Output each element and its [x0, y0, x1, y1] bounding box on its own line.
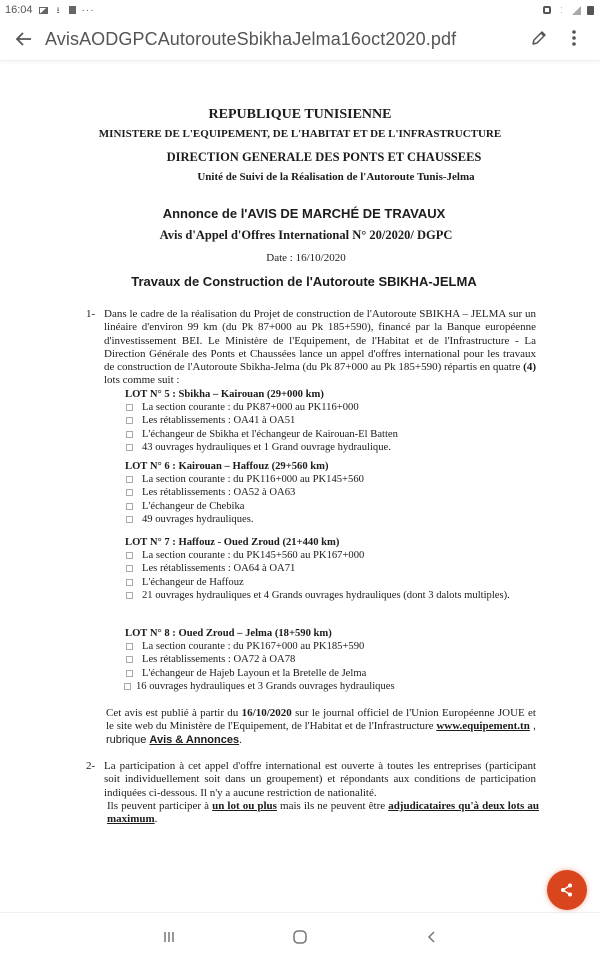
- recent-apps-icon: [162, 930, 176, 944]
- lot-item: [125, 500, 545, 513]
- signal-icon: [572, 6, 581, 15]
- lot-7: [125, 536, 545, 602]
- checkbox-bullet-icon: [126, 417, 133, 424]
- lot-item: [125, 667, 545, 680]
- alarm-icon: [543, 6, 551, 14]
- lot-item-text: L'échangeur de Sbikha et l'échangeur de Kairouan-El Batten: [142, 428, 398, 440]
- lot-5: [125, 388, 545, 454]
- header-unit: Unité de Suivi de la Réalisation de l'Autoroute Tunis-Jelma: [197, 171, 475, 183]
- checkbox-bullet-icon: [126, 516, 133, 523]
- nav-back-button[interactable]: [420, 927, 444, 947]
- document-date: Date : 16/10/2020: [266, 252, 346, 264]
- edit-button[interactable]: [530, 29, 550, 49]
- lot-item-text: 21 ouvrages hydrauliques et 4 Grands ouvrages hydrauliques (dont 3 dalots multiples).: [142, 589, 510, 601]
- lot-item: [125, 653, 545, 666]
- lot-item: [125, 486, 545, 499]
- status-time: 16:04: [5, 4, 33, 16]
- lot-item-text: Les rétablissements : OA64 à OA71: [142, 563, 296, 575]
- lot-item: [125, 513, 545, 526]
- arrow-left-icon: [14, 29, 34, 49]
- header-ministry: MINISTERE DE L'EQUIPEMENT, DE L'HABITAT ET DE L'INFRASTRUCTURE: [98, 128, 502, 140]
- section-2-number: 2-: [86, 760, 96, 772]
- lot-item: [125, 576, 545, 589]
- checkbox-bullet-icon: [126, 503, 133, 510]
- home-button[interactable]: [288, 927, 312, 947]
- section-1-end: lots comme suit :: [104, 374, 180, 387]
- header-direction: DIRECTION GENERALE DES PONTS ET CHAUSSEES: [166, 150, 482, 164]
- subject-title: Travaux de Construction de l'Autoroute SBIKHA-JELMA: [131, 274, 477, 289]
- lot-title: LOT N° 8 : Oued Zroud – Jelma (18+590 km): [125, 628, 332, 639]
- checkbox-bullet-icon: [126, 670, 133, 677]
- checkbox-bullet-icon: [126, 431, 133, 438]
- lot-item-text: L'échangeur de Hajeb Layoun et la Bretelle de Jelma: [142, 667, 367, 679]
- share-button[interactable]: [547, 870, 587, 910]
- back-button[interactable]: [14, 29, 36, 51]
- lot-item-text: Les rétablissements : OA72 à OA78: [142, 654, 296, 666]
- checkbox-bullet-icon: [126, 476, 133, 483]
- checkbox-bullet-icon: [126, 489, 133, 496]
- conditions-text: Ils peuvent participer à: [107, 800, 213, 812]
- publication-date: 16/10/2020: [241, 707, 292, 719]
- lot-item: [125, 473, 545, 486]
- status-left: [5, 4, 95, 16]
- checkbox-bullet-icon: [126, 656, 133, 663]
- conditions-text: mais ils ne peuvent être: [276, 800, 389, 812]
- lot-item: [125, 428, 545, 441]
- lot-item-text: L'échangeur de Chebika: [142, 500, 245, 512]
- publication-text: Cet avis est publié à partir du: [106, 707, 242, 719]
- image-notification-icon: [39, 7, 48, 14]
- lot-item: [125, 680, 545, 693]
- status-right: [543, 6, 594, 15]
- more-options-button[interactable]: [566, 28, 582, 50]
- navigation-bar: [0, 912, 600, 960]
- lot-item-text: La section courante : du PK87+000 au PK116+000: [142, 402, 359, 414]
- checkbox-bullet-icon: [126, 643, 133, 650]
- lot-item-text: La section courante : du PK167+000 au PK185+590: [142, 641, 365, 653]
- download-icon: ⭳: [56, 4, 60, 15]
- wifi-icon: ⁚: [560, 5, 563, 15]
- lot-item-text: Les rétablissements : OA52 à OA63: [142, 487, 296, 499]
- lot-item-text: 16 ouvrages hydrauliques et 3 Grands ouvrages hydrauliques: [136, 680, 395, 692]
- lot-item-text: Les rétablissements : OA41 à OA51: [142, 415, 296, 427]
- nav-back-icon: [425, 930, 439, 944]
- checkbox-bullet-icon: [124, 683, 131, 690]
- more-vert-icon: [571, 28, 577, 48]
- lot-item: [125, 589, 545, 602]
- section-2-conditions: [107, 800, 539, 827]
- lot-title: LOT N° 5 : Sbikha – Kairouan (29+000 km): [125, 389, 324, 400]
- lot-item: [125, 640, 545, 653]
- publication-text: , rubrique: [106, 720, 536, 746]
- section-1-number: 1-: [86, 308, 96, 320]
- checkbox-bullet-icon: [126, 565, 133, 572]
- website-link[interactable]: www.equipement.tn: [436, 720, 530, 733]
- conditions-emphasis: adjudicataires qu'à deux lots au maximum: [107, 800, 539, 826]
- file-title: AvisAODGPCAutorouteSbikhaJelma16oct2020.pdf: [45, 29, 457, 49]
- checkbox-bullet-icon: [126, 444, 133, 451]
- lot-item-text: 43 ouvrages hydrauliques et 1 Grand ouvrage hydraulique.: [142, 441, 391, 453]
- section-1-text: [104, 308, 536, 388]
- publication-text: sur le journal officiel de l'Union Européenne JOUE et le site web du Ministère de l'Equipement, de l'Habitat et de l'Infrastructure: [106, 707, 536, 733]
- facebook-icon: [69, 6, 76, 14]
- battery-icon: [587, 6, 594, 15]
- lot-6: [125, 460, 545, 526]
- pdf-page: [0, 62, 600, 904]
- lot-8: [125, 627, 545, 693]
- section-1-count: (4): [523, 361, 536, 374]
- publication-note: [106, 707, 536, 747]
- lot-item-text: La section courante : du PK116+000 au PK145+560: [142, 474, 364, 486]
- lot-item-text: La section courante : du PK145+560 au PK167+000: [142, 550, 365, 562]
- share-icon: [559, 882, 575, 898]
- lot-item: [125, 401, 545, 414]
- conditions-text: .: [154, 813, 158, 826]
- checkbox-bullet-icon: [126, 579, 133, 586]
- section-2-text: La participation à cet appel d'offre international est ouverte à toutes les entreprises (participant soit individuellement soit dans un groupement) et répondants aux conditions de participation indiquées ci-dessous. Il n'y a aucune restriction de nationalité.: [104, 760, 536, 799]
- lot-item: [125, 441, 545, 454]
- app-bar: [0, 20, 600, 61]
- status-bar: [0, 0, 600, 20]
- section-1-body: Dans le cadre de la réalisation du Projet de construction de l'Autoroute SBIKHA – JELMA sur un linéaire d'environ 99 km (du Pk 87+000 au Pk 185+590), financé par la Banque européenne d'investissement BEI. Le Ministère de l'Equipement, de l'Habitat et de l'Infrastructure - La Direction Générale des Ponts et Chaussées lance un appel d'offres international pour les travaux de construction de l'Autoroute Sbikha-Jelma (du Pk 87+000 au Pk 185+590) répartis en quatre: [104, 308, 536, 374]
- conditions-emphasis: un lot ou plus: [212, 800, 277, 812]
- checkbox-bullet-icon: [126, 404, 133, 411]
- header-republic: REPUBLIQUE TUNISIENNE: [208, 107, 392, 122]
- lot-item: [125, 562, 545, 575]
- home-icon: [292, 929, 308, 945]
- lot-item: [125, 414, 545, 427]
- lot-item: [125, 549, 545, 562]
- lot-title: LOT N° 6 : Kairouan – Haffouz (29+560 km): [125, 461, 329, 472]
- tender-number: Avis d'Appel d'Offres International N° 20/2020/ DGPC: [159, 228, 453, 242]
- checkbox-bullet-icon: [126, 592, 133, 599]
- lot-title: LOT N° 7 : Haffouz - Oued Zroud (21+440 km): [125, 537, 340, 548]
- lot-item-text: 49 ouvrages hydrauliques.: [142, 513, 254, 525]
- checkbox-bullet-icon: [126, 552, 133, 559]
- publication-text: .: [239, 733, 242, 746]
- announce-title: Annonce de l'AVIS DE MARCHÉ DE TRAVAUX: [162, 206, 446, 221]
- lot-item-text: L'échangeur de Haffouz: [142, 576, 244, 588]
- rubrique-link[interactable]: Avis & Annonces: [149, 733, 240, 746]
- recent-apps-button[interactable]: [157, 927, 181, 947]
- more-notifications-icon: ···: [81, 4, 95, 16]
- pencil-icon: [530, 29, 548, 47]
